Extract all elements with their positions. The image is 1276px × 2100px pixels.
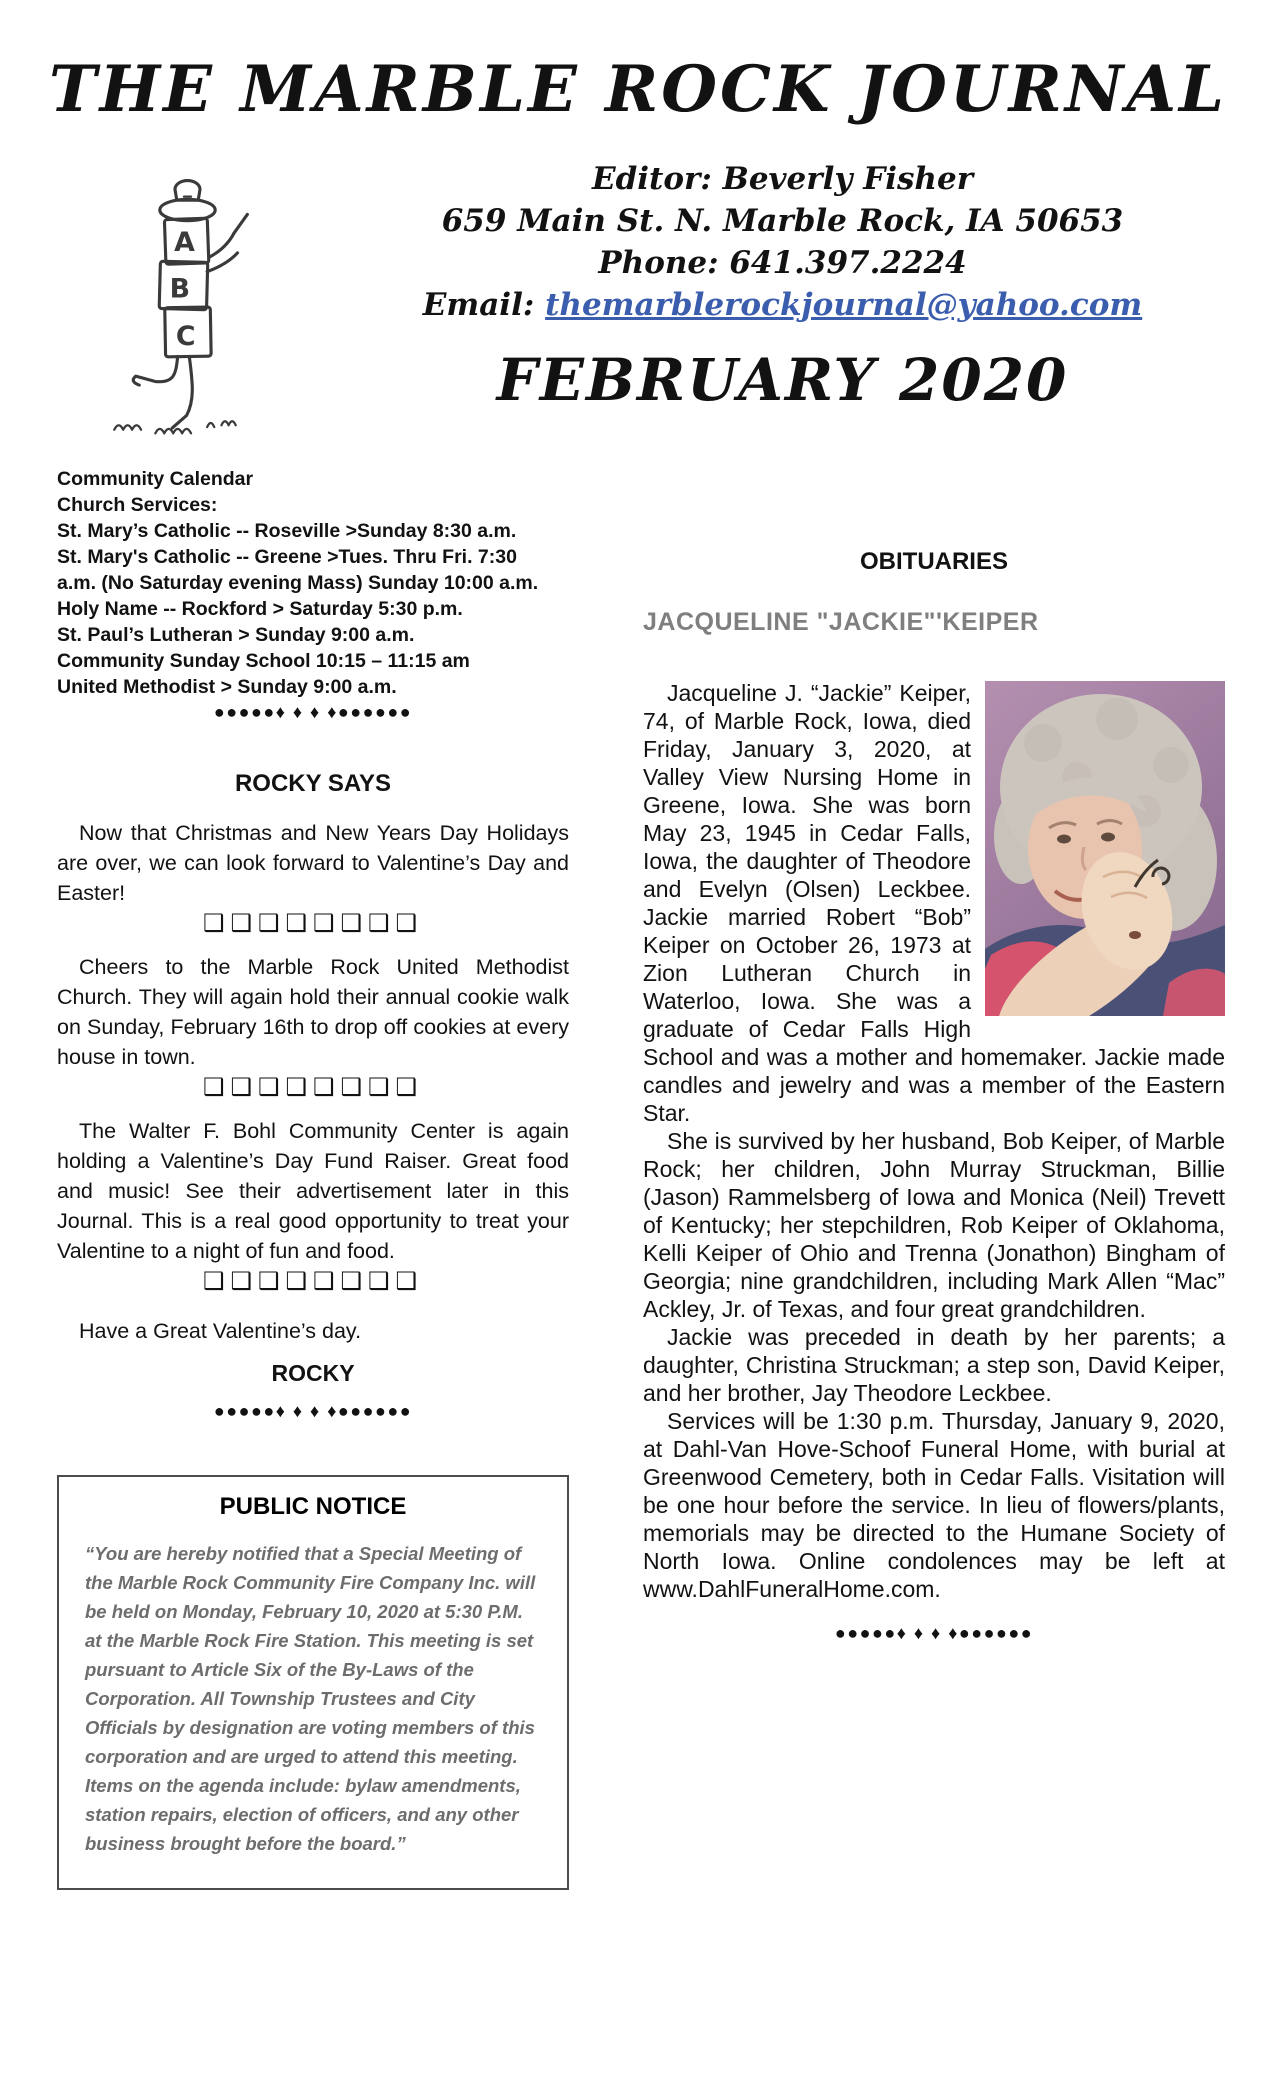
obituary-paragraph: Jacqueline J. “Jackie” Keiper, 74, of Marble Rock, Iowa, died Friday, January 3, 2020, at Valley View Nursing Home in Greene, Iowa. She was born May 23, 1945 in Cedar Falls, Iowa, the daughter of Theodore and Evelyn (Olsen) Leckbee. Jackie married Robert “Bob” Keiper on October 26, 1973 at Zion Lutheran Church in Waterloo, Iowa. She was a graduate of Cedar Falls High School and was a mother and homemaker. Jackie made candles and jewelry and was a member of the Eastern Star. xyxy=(643,680,1225,1126)
email-line xyxy=(300,284,1265,326)
rocky-paragraph: The Walter F. Bohl Community Center is again holding a Valentine’s Day Fund Raiser. Great food and music! See their advertisement later in this Journal. This is a real good opportunity to treat your Valentine to a night of fun and food. xyxy=(57,1119,569,1263)
left-column xyxy=(57,466,569,1890)
abc-blocks-mascot-logo xyxy=(95,168,280,436)
church-service-line: St. Mary’s Catholic -- Roseville >Sunday 8:30 a.m. xyxy=(57,520,517,542)
svg-text:B: B xyxy=(169,273,191,305)
squares-divider: ❑❑❑❑❑❑❑❑ xyxy=(202,1268,424,1295)
obituary-paragraph: She is survived by her husband, Bob Keiper, of Marble Rock; her children, John Murray Struckman, Billie (Jason) Rammelsberg of Iowa and Monica (Neil) Trevett of Kentucky; her stepchildren, Rob Keiper of Oklahoma, Kelli Keiper of Ohio and Trenna (Jonathon) Bingham of Georgia; nine grandchildren, including Mark Allen “Mac” Ackley, Jr. of Texas, and four great grandchildren. xyxy=(643,1128,1225,1322)
calendar-subtitle: Church Services: xyxy=(57,494,218,516)
obituary-name-heading: JACQUELINE "JACKIE"'KEIPER xyxy=(643,608,1039,636)
church-service-line: Holy Name -- Rockford > Saturday 5:30 p.m. xyxy=(57,598,463,620)
dots-diamond-divider: ●●●●●♦ ♦ ♦ ♦●●●●●● xyxy=(213,1401,413,1421)
church-service-line: a.m. (No Saturday evening Mass) Sunday 10:00 a.m. xyxy=(57,572,539,594)
church-service-line: St. Mary's Catholic -- Greene >Tues. Thru Fri. 7:30 xyxy=(57,546,517,568)
squares-divider: ❑❑❑❑❑❑❑❑ xyxy=(202,1074,424,1101)
church-service-line: St. Paul’s Lutheran > Sunday 9:00 a.m. xyxy=(57,624,415,646)
rocky-says-heading: ROCKY SAYS xyxy=(234,770,392,797)
public-notice-title: PUBLIC NOTICE xyxy=(219,1493,407,1520)
phone-line: Phone: 641.397.2224 xyxy=(598,245,967,281)
obituary-paragraph: Jackie was preceded in death by her parents; a daughter, Christina Struckman; a step son, David Keiper, and her brother, Jay Theodore Leckbee. xyxy=(643,1324,1225,1406)
church-service-line: United Methodist > Sunday 9:00 a.m. xyxy=(57,676,397,698)
svg-text:A: A xyxy=(174,227,195,259)
editor-line: Editor: Beverly Fisher xyxy=(591,161,974,197)
issue-title: FEBRUARY 2020 xyxy=(496,346,1069,414)
calendar-title: Community Calendar xyxy=(57,468,254,490)
public-notice-box xyxy=(57,1475,569,1890)
squares-divider: ❑❑❑❑❑❑❑❑ xyxy=(202,910,424,937)
right-column xyxy=(643,548,1225,1645)
obituary-portrait-photo xyxy=(985,681,1225,1016)
rocky-signature: ROCKY xyxy=(271,1360,355,1386)
public-notice-body: “You are hereby notified that a Special Meeting of the Marble Rock Community Fire Company Inc. will be held on Monday, February 10, 2020 at 5:30 P.M. at the Marble Rock Fire Station. This meeting is set pursuant to Article Six of the By-Laws of the Corporation. All Township Trustees and City Officials by designation are voting members of this corporation and are urged to attend this meeting. Items on the agenda include: bylaw amendments, station repairs, election of officers, and any other business brought before the board.” xyxy=(85,1543,536,1854)
obituary-paragraph: Services will be 1:30 p.m. Thursday, January 9, 2020, at Dahl-Van Hove-Schoof Funeral Home, with burial at Greenwood Cemetery, both in Cedar Falls. Visitation will be one hour before the service. In lieu of flowers/plants, memorials may be directed to the Humane Society of North Iowa. Online condolences may be left at www.DahlFuneralHome.com. xyxy=(643,1408,1225,1602)
masthead-title: THE MARBLE ROCK JOURNAL xyxy=(49,52,1227,127)
obituaries-heading: OBITUARIES xyxy=(859,548,1008,575)
rocky-paragraph: Cheers to the Marble Rock United Methodist Church. They will again hold their annual cookie walk on Sunday, February 16th to drop off cookies at every house in town. xyxy=(57,955,569,1069)
email-label: Email: xyxy=(422,287,546,323)
email-link[interactable]: themarblerockjournal@yahoo.com xyxy=(545,287,1143,323)
address-line: 659 Main St. N. Marble Rock, IA 50653 xyxy=(441,203,1124,239)
svg-text:C: C xyxy=(175,320,196,352)
masthead-contact-block xyxy=(300,158,1265,326)
church-service-line: Community Sunday School 10:15 – 11:15 am xyxy=(57,650,470,672)
rocky-paragraph: Now that Christmas and New Years Day Holidays are over, we can look forward to Valentine’s Day and Easter! xyxy=(57,821,569,905)
obituary-body xyxy=(643,679,1225,1603)
dots-diamond-divider: ●●●●●♦ ♦ ♦ ♦●●●●●● xyxy=(213,702,413,722)
rocky-closing-line: Have a Great Valentine’s day. xyxy=(79,1319,362,1343)
dots-diamond-divider: ●●●●●♦ ♦ ♦ ♦●●●●●● xyxy=(834,1623,1034,1643)
